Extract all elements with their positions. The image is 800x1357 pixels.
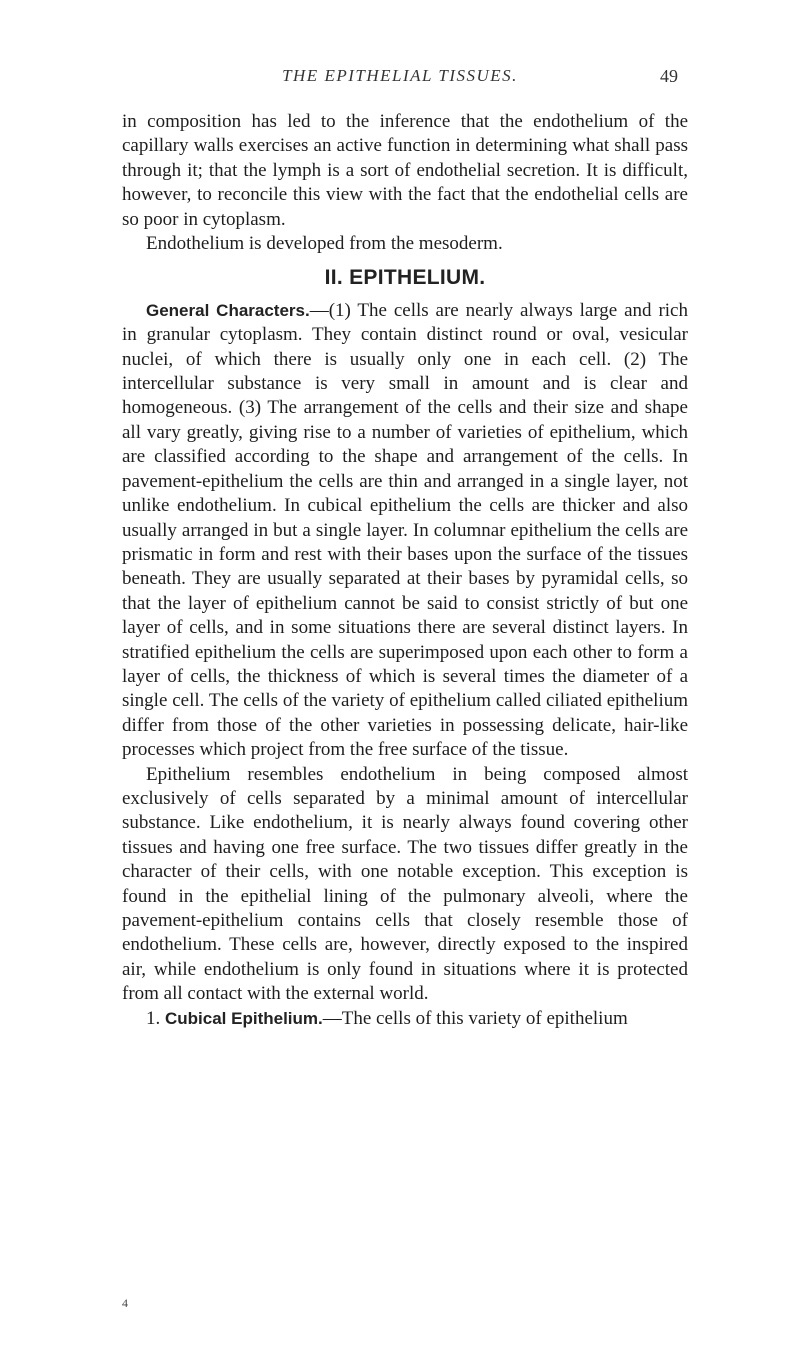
section-heading: II. EPITHELIUM. (324, 266, 486, 290)
paragraph-development: Endothelium is developed from the mesoderm. (146, 233, 503, 255)
paragraph-cubical (122, 1007, 688, 1031)
signature-mark: 4 (122, 1296, 128, 1310)
general-characters-text: —(1) The cells are nearly always large and rich in granular cytoplasm. They contain distinct round or oval, vesicular nuclei, of which there is usually only one in each cell. (2) The intercellular substance is very small in amount and is clear and homogeneous. (3) The arrangement of the cells and their size and shape all vary greatly, giving rise to a number of varieties of epithelium, which are classified according to the shape and arrangement of the cells. In pavement-epithelium the cells are thin and arranged in a single layer, not unlike endothelium. In cubical epithelium the cells are thicker and also usually arranged in but a single layer. In columnar epithelium the cells are prismatic in form and rest with their bases upon the surface of the tissues beneath. They are usually separated at their bases by pyramidal cells, so that the layer of epithelium cannot be said to consist strictly of but one layer of cells, and in some situations there are several distinct layers. In stratified epithelium the cells are superimposed upon each other to form a layer of cells, the thickness of which is several times the diameter of a single cell. The cells of the variety of epithelium called ciliated epithelium differ from those of the other varieties in possessing delicate, hair-like processes which project from the free surface of the tissue. (122, 299, 688, 761)
running-head (0, 66, 800, 96)
paragraph-resemblance: Epithelium resembles endothelium in being composed almost exclusively of cells separated by a minimal amount of intercellular substance. Like endothelium, it is nearly always found covering other tissues and having one free surface. The two tissues differ greatly in the character of their cells, with one notable exception. This exception is found in the epithelial lining of the pulmonary alveoli, where the pavement-epithelium contains cells that closely resemble those of endothelium. These cells are, however, directly exposed to the inspired air, while endothelium is only found in situations where it is protected from all contact with the external world. (122, 763, 688, 1005)
general-characters-label: General Characters. (146, 300, 310, 320)
cubical-epithelium-label: Cubical Epithelium. (165, 1008, 323, 1028)
body-text (122, 110, 688, 1031)
cubical-number: 1. (146, 1007, 161, 1029)
paragraph-continued: in composition has led to the inference that the endothelium of the capillary walls exercises an active function in determining what shall pass through it; that the lymph is a sort of endothelial secretion. It is difficult, however, to reconcile this view with the fact that the endothelial cells are so poor in cytoplasm. (122, 111, 688, 230)
paragraph-general-characters (122, 299, 688, 763)
page-number: 49 (660, 66, 678, 86)
cubical-epithelium-text: —The cells of this variety of epithelium (322, 1007, 628, 1029)
running-title: THE EPITHELIAL TISSUES. (282, 66, 518, 85)
